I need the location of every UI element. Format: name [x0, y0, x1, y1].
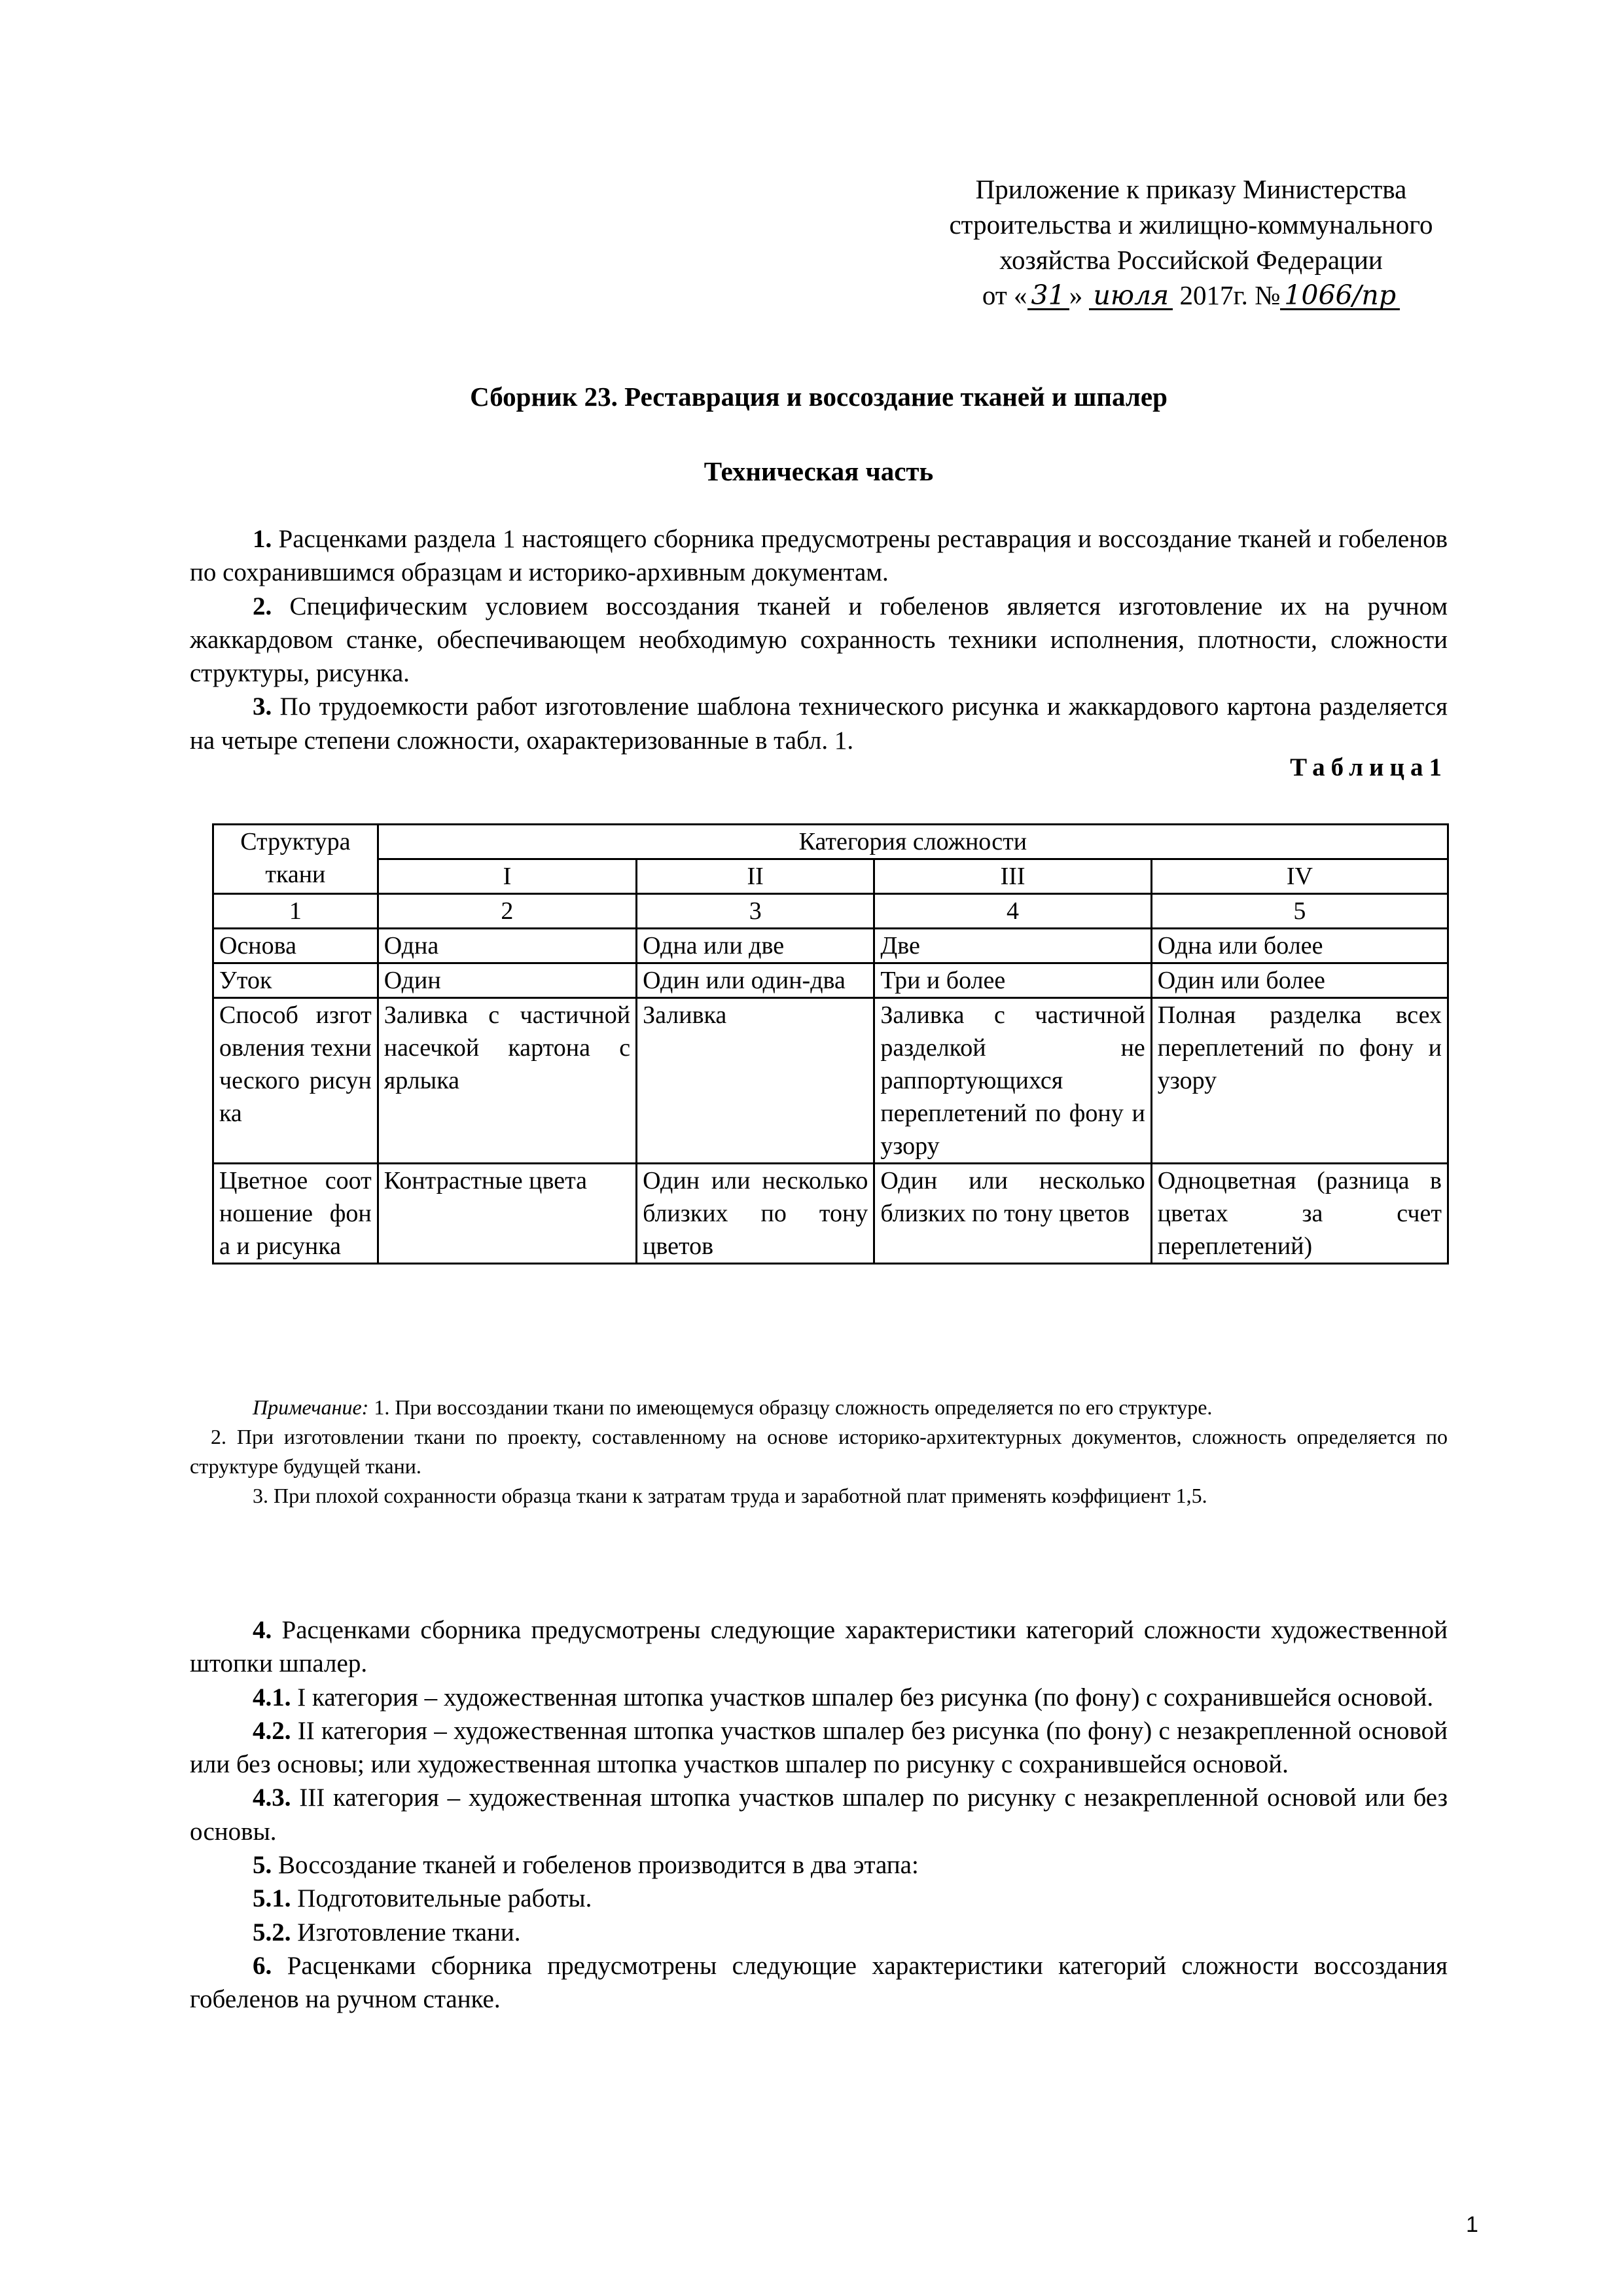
date-mid: »: [1069, 280, 1083, 310]
table-cell: Полная разделка всех переплетений по фону и узору: [1151, 998, 1448, 1164]
note-item: Примечание: 1. При воссоздании ткани по имеющемуся образцу сложность определяется по его структуре.: [253, 1395, 1213, 1419]
note-item: 3. При плохой сохранности образца ткани к затратам труда и заработной плат применять коэффициент 1,5.: [253, 1484, 1207, 1507]
table-cell: Уток: [213, 963, 378, 998]
table-cell: Один или несколько близких по тону цветов: [874, 1164, 1151, 1264]
header-line: Приложение к приказу Министерства: [975, 174, 1407, 204]
page-number: 1: [1466, 2212, 1478, 2237]
paragraph: 4.1. I категория – художественная штопка участков шпалер без рисунка (по фону) с сохранившейся основой.: [253, 1683, 1434, 1712]
table-cell: Одна или две: [637, 929, 874, 963]
header-line: строительства и жилищно-коммунального: [949, 209, 1433, 240]
table-cell: Контрастные цвета: [378, 1164, 636, 1264]
paragraph: 5. Воссоздание тканей и гобеленов производится в два этапа:: [253, 1851, 919, 1880]
header-line: хозяйства Российской Федерации: [999, 245, 1383, 275]
table-header-row: [213, 825, 1448, 859]
category-cell: I: [378, 859, 636, 894]
table-label: Таблица1: [1290, 753, 1448, 781]
paragraph: 3. По трудоемкости работ изготовление шаблона технического рисунка и жаккардового картона разделяется на четыре степени сложности, охарактеризованные в табл. 1.: [190, 692, 1448, 755]
col-number: 4: [874, 894, 1151, 929]
handwritten-order-number: 1066/пр: [1280, 282, 1400, 310]
col-number: 1: [213, 894, 378, 929]
note-item: 2. При изготовлении ткани по проекту, составленному на основе историко-архитектурных документов, сложность определяется по структуре будущей ткани.: [190, 1425, 1448, 1478]
col-number: 5: [1151, 894, 1448, 929]
category-cell: IV: [1151, 859, 1448, 894]
note-label: Примечание:: [253, 1395, 369, 1419]
table-row: [213, 929, 1448, 963]
paragraph: 2. Специфическим условием воссоздания тканей и гобеленов является изготовление их на ручном жаккардовом станке, обеспечивающем необходимую сохранность техники исполнения, плотности, сложности структуры, рисунка.: [190, 592, 1448, 688]
table-cell: Одна или более: [1151, 929, 1448, 963]
table-row: [213, 1164, 1448, 1264]
intro-paragraphs: [190, 522, 1448, 757]
paragraph: 4.3. III категория – художественная штопка участков шпалер по рисунку с незакрепленной основой или без основы.: [190, 1784, 1448, 1846]
col-number: 3: [637, 894, 874, 929]
table-cell: Способ изготовления технического рисунка: [213, 998, 378, 1164]
category-cell: III: [874, 859, 1151, 894]
table-cell: Одна: [378, 929, 636, 963]
order-year: 2017г. №: [1179, 280, 1281, 310]
paragraph: 4.2. II категория – художественная штопка участков шпалер без рисунка (по фону) с незакрепленной основой или без основы; или художественная штопка участков шпалер по рисунку с сохранившейся основой.: [190, 1716, 1448, 1779]
table-row: [213, 998, 1448, 1164]
complexity-sections: [190, 1613, 1448, 2017]
paragraph: 4. Расценками сборника предусмотрены следующие характеристики категорий сложности художественной штопки шпалер.: [190, 1616, 1448, 1678]
handwritten-day: 31: [1027, 282, 1069, 310]
table-notes: [190, 1393, 1448, 1511]
table-cell: Заливка: [637, 998, 874, 1164]
table-cell: Одноцветная (разница в цветах за счет переплетений): [1151, 1164, 1448, 1264]
table-cell: Один или один-два: [637, 963, 874, 998]
paragraph: 5.2. Изготовление ткани.: [253, 1918, 521, 1946]
paragraph: 1. Расценками раздела 1 настоящего сборника предусмотрены реставрация и воссоздание тканей и гобеленов по сохранившимся образцам и историко-архивным документам.: [190, 525, 1448, 587]
category-cell: II: [637, 859, 874, 894]
table-number-row: [213, 894, 1448, 929]
header-category: Категория сложности: [378, 825, 1448, 859]
table-cell: Заливка с частичной разделкой не раппортующихся переплетений по фону и узору: [874, 998, 1151, 1164]
date-prefix: от «: [982, 280, 1027, 310]
table-category-row: [213, 859, 1448, 894]
table-cell: Один или несколько близких по тону цветов: [637, 1164, 874, 1264]
order-date-line: [903, 278, 1479, 313]
table-cell: Три и более: [874, 963, 1151, 998]
table-cell: Основа: [213, 929, 378, 963]
complexity-table: [212, 823, 1449, 1265]
table-cell: Цветное соотношение фона и рисунка: [213, 1164, 378, 1264]
table-cell: Один: [378, 963, 636, 998]
table-cell: Один или более: [1151, 963, 1448, 998]
table-cell: Заливка с частичной насечкой картона с ярлыка: [378, 998, 636, 1164]
header-structure: Структура ткани: [213, 825, 378, 894]
document-title: Сборник 23. Реставрация и воссоздание тканей и шпалер: [470, 382, 1168, 412]
table-row: [213, 963, 1448, 998]
paragraph: 6. Расценками сборника предусмотрены следующие характеристики категорий сложности воссоздания гобеленов на ручном станке.: [190, 1951, 1448, 2014]
handwritten-month: июля: [1089, 282, 1173, 310]
paragraph: 5.1. Подготовительные работы.: [253, 1884, 592, 1913]
order-header: [903, 171, 1479, 313]
section-subtitle: Техническая часть: [704, 456, 934, 486]
col-number: 2: [378, 894, 636, 929]
table-cell: Две: [874, 929, 1151, 963]
